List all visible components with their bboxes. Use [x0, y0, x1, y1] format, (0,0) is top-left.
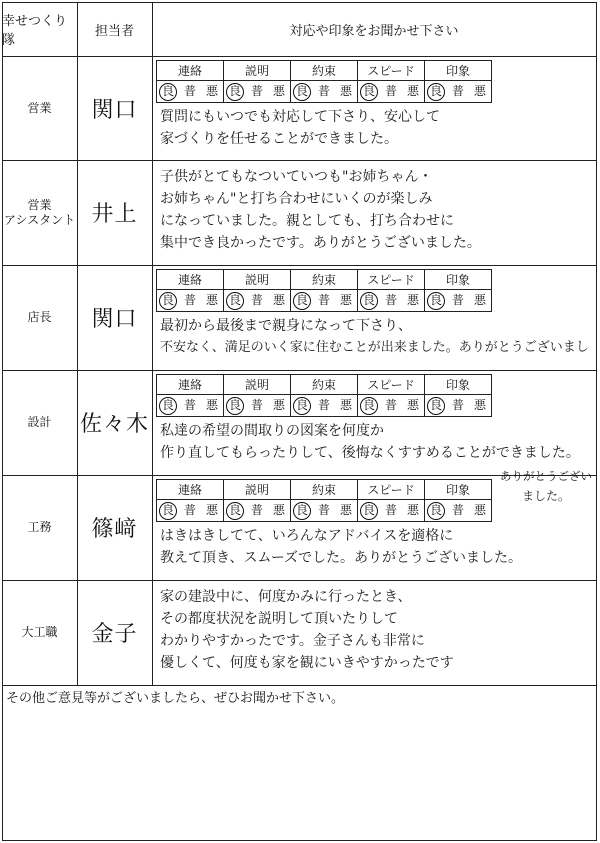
handwritten-comment-line: 集中でき良かったです。ありがとうございました。: [160, 235, 481, 251]
staff-name: 佐々木: [79, 412, 149, 437]
rating-option[interactable]: 普: [451, 503, 464, 517]
rating-category: 連絡: [157, 375, 224, 394]
rating-option[interactable]: 悪: [201, 81, 224, 102]
handwritten-comment-line: になっていました。親としても、打ち合わせに: [160, 213, 454, 229]
free-comment-area[interactable]: [4, 705, 594, 838]
handwritten-comment-line: お姉ちゃん"と打ち合わせにいくのが楽しみ: [160, 191, 433, 207]
rating-option[interactable]: 普: [317, 503, 330, 517]
header-staff: 担当者: [94, 23, 134, 39]
rating-option-selected[interactable]: 良: [425, 290, 447, 311]
rating-category: 説明: [224, 480, 291, 499]
rating-category: スピード: [358, 61, 425, 80]
column-divider-staff: [152, 2, 153, 685]
rating-option[interactable]: 悪: [473, 398, 486, 412]
staff-name: 金子: [91, 622, 138, 647]
rating-option-selected[interactable]: 良: [291, 81, 313, 102]
rating-category: 連絡: [157, 270, 224, 289]
role-label-line: アシスタント: [3, 212, 76, 227]
handwritten-comment-line: 家の建設中に、何度かみに行ったとき、: [160, 589, 412, 605]
rating-option[interactable]: 悪: [402, 290, 425, 311]
rating-option-selected[interactable]: 良: [157, 500, 179, 521]
handwritten-comment-line: 最初から最後まで親身になって下さり、: [160, 318, 412, 334]
rating-category: 印象: [445, 273, 470, 287]
rating-option[interactable]: 普: [384, 398, 397, 412]
rating-option-selected[interactable]: 良: [157, 395, 179, 416]
rating-option[interactable]: 悪: [201, 395, 224, 416]
header-team: 幸せつくり隊: [2, 14, 68, 48]
rating-option[interactable]: 悪: [402, 500, 425, 521]
handwritten-comment-line: わかりやすかったです。金子さんも非常に: [160, 633, 425, 649]
handwritten-comment-line: 優しくて、何度も家を観にいきやすかったです: [160, 655, 454, 671]
rating-option-selected[interactable]: 良: [224, 81, 246, 102]
rating-category: 約束: [291, 375, 358, 394]
rating-option[interactable]: 悪: [402, 81, 425, 102]
rating-category: 説明: [224, 61, 291, 80]
rating-option-selected[interactable]: 良: [358, 500, 380, 521]
rating-category: 約束: [291, 480, 358, 499]
rating-option-selected[interactable]: 良: [157, 290, 179, 311]
rating-option[interactable]: 普: [451, 398, 464, 412]
rating-option[interactable]: 普: [384, 84, 397, 98]
rating-option[interactable]: 普: [183, 84, 196, 98]
frame-right: [596, 2, 597, 841]
rating-option-selected[interactable]: 良: [425, 500, 447, 521]
rating-option[interactable]: 悪: [335, 290, 358, 311]
rating-option[interactable]: 悪: [335, 395, 358, 416]
rating-option[interactable]: 悪: [201, 290, 224, 311]
rating-category: 印象: [445, 64, 470, 78]
role-label: [2, 56, 77, 160]
role-label-line: 大工職: [21, 625, 58, 639]
rating-option[interactable]: 普: [250, 293, 263, 307]
role-label: [2, 160, 77, 265]
rating-option-selected[interactable]: 良: [224, 500, 246, 521]
handwritten-comment-line: 不安なく、満足のいく家に住むことが出来ました。ありがとうございまし: [160, 340, 589, 355]
rating-option[interactable]: 普: [250, 84, 263, 98]
rating-option[interactable]: 普: [317, 293, 330, 307]
rating-option-selected[interactable]: 良: [291, 395, 313, 416]
rating-category: 連絡: [157, 480, 224, 499]
role-label: [2, 475, 77, 580]
rating-category: スピード: [358, 375, 425, 394]
role-label-line: 設計: [27, 415, 52, 429]
rating-category: 印象: [445, 378, 470, 392]
rating-category: スピード: [358, 480, 425, 499]
role-label-line: 営業: [27, 100, 52, 115]
header-question: 対応や印象をお聞かせ下さい: [289, 23, 459, 39]
rating-option[interactable]: 普: [317, 398, 330, 412]
rating-option[interactable]: 普: [384, 503, 397, 517]
staff-name: 篠﨑: [91, 517, 138, 542]
rating-option[interactable]: 悪: [473, 503, 486, 517]
handwritten-comment-line: はきはきしてて、いろんなアドバイスを適格に: [160, 528, 454, 544]
rating-option-selected[interactable]: 良: [224, 290, 246, 311]
rating-option[interactable]: 普: [250, 503, 263, 517]
role-label-line: 店長: [27, 310, 52, 324]
rating-option-selected[interactable]: 良: [157, 81, 179, 102]
role-label-line: 工務: [27, 520, 52, 534]
rating-option-selected[interactable]: 良: [425, 395, 447, 416]
rating-option[interactable]: 悪: [473, 293, 486, 307]
rating-option[interactable]: 普: [250, 398, 263, 412]
rating-category: 印象: [445, 483, 470, 497]
rating-header: [156, 479, 492, 500]
handwritten-comment-line: 作り直してもらったりして、後悔なくすすめることができました。: [160, 445, 580, 461]
rating-option[interactable]: 悪: [335, 500, 358, 521]
handwritten-comment-line: 教えて頂き、スムーズでした。ありがとうございました。: [160, 550, 523, 566]
handwritten-comment-line: 質問にもいつでも対応して下さり、安心して: [160, 109, 440, 125]
rating-option[interactable]: 悪: [268, 500, 291, 521]
frame-bottom: [2, 840, 596, 841]
handwritten-comment-line: 私達の希望の間取りの図案を何度か: [160, 423, 384, 439]
footer-prompt: その他ご意見等がございましたら、ぜひお聞かせ下さい。: [6, 691, 345, 706]
role-label: [2, 370, 77, 475]
rating-option-selected[interactable]: 良: [291, 290, 313, 311]
rating-options-row: [156, 500, 492, 522]
rating-option[interactable]: 悪: [268, 395, 291, 416]
handwritten-side-note: ました。: [522, 489, 571, 503]
rating-header: [156, 60, 492, 81]
rating-options-row: [156, 395, 492, 417]
rating-option-selected[interactable]: 良: [425, 81, 447, 102]
rating-option[interactable]: 悪: [473, 84, 486, 98]
rating-options-row: [156, 81, 492, 103]
rating-option-selected[interactable]: 良: [291, 500, 313, 521]
handwritten-comment-line: 子供がとてもなついていつも"お姉ちゃん・: [160, 169, 433, 185]
rating-option-selected[interactable]: 良: [358, 81, 380, 102]
rating-category: 約束: [291, 270, 358, 289]
rating-option[interactable]: 普: [317, 84, 330, 98]
rating-option[interactable]: 悪: [268, 81, 291, 102]
rating-option[interactable]: 普: [451, 84, 464, 98]
rating-option[interactable]: 悪: [201, 500, 224, 521]
role-label: [2, 265, 77, 370]
handwritten-comment-line: その都度状況を説明して頂いたりして: [160, 611, 398, 627]
handwritten-comment-line: 家づくりを任せることができました。: [160, 131, 398, 147]
rating-option[interactable]: 普: [451, 293, 464, 307]
rating-category: 連絡: [157, 61, 224, 80]
rating-option[interactable]: 悪: [268, 290, 291, 311]
rating-option[interactable]: 普: [183, 293, 196, 307]
rating-option-selected[interactable]: 良: [358, 290, 380, 311]
rating-option[interactable]: 普: [183, 503, 196, 517]
rating-option[interactable]: 悪: [402, 395, 425, 416]
rating-header: [156, 374, 492, 395]
staff-name: 井上: [91, 202, 138, 227]
role-label-line: 営業: [27, 197, 52, 212]
rating-category: 説明: [224, 270, 291, 289]
row-divider: [2, 685, 596, 686]
rating-option[interactable]: 普: [183, 398, 196, 412]
rating-category: 説明: [224, 375, 291, 394]
rating-header: [156, 269, 492, 290]
rating-category: 約束: [291, 61, 358, 80]
staff-name: 関口: [91, 307, 138, 332]
rating-option[interactable]: 普: [384, 293, 397, 307]
rating-category: スピード: [358, 270, 425, 289]
rating-option-selected[interactable]: 良: [358, 395, 380, 416]
rating-option[interactable]: 悪: [335, 81, 358, 102]
role-label: [2, 580, 77, 685]
rating-options-row: [156, 290, 492, 312]
staff-name: 関口: [91, 97, 138, 123]
rating-option-selected[interactable]: 良: [224, 395, 246, 416]
handwritten-side-note: ありがとうござい: [500, 469, 592, 483]
